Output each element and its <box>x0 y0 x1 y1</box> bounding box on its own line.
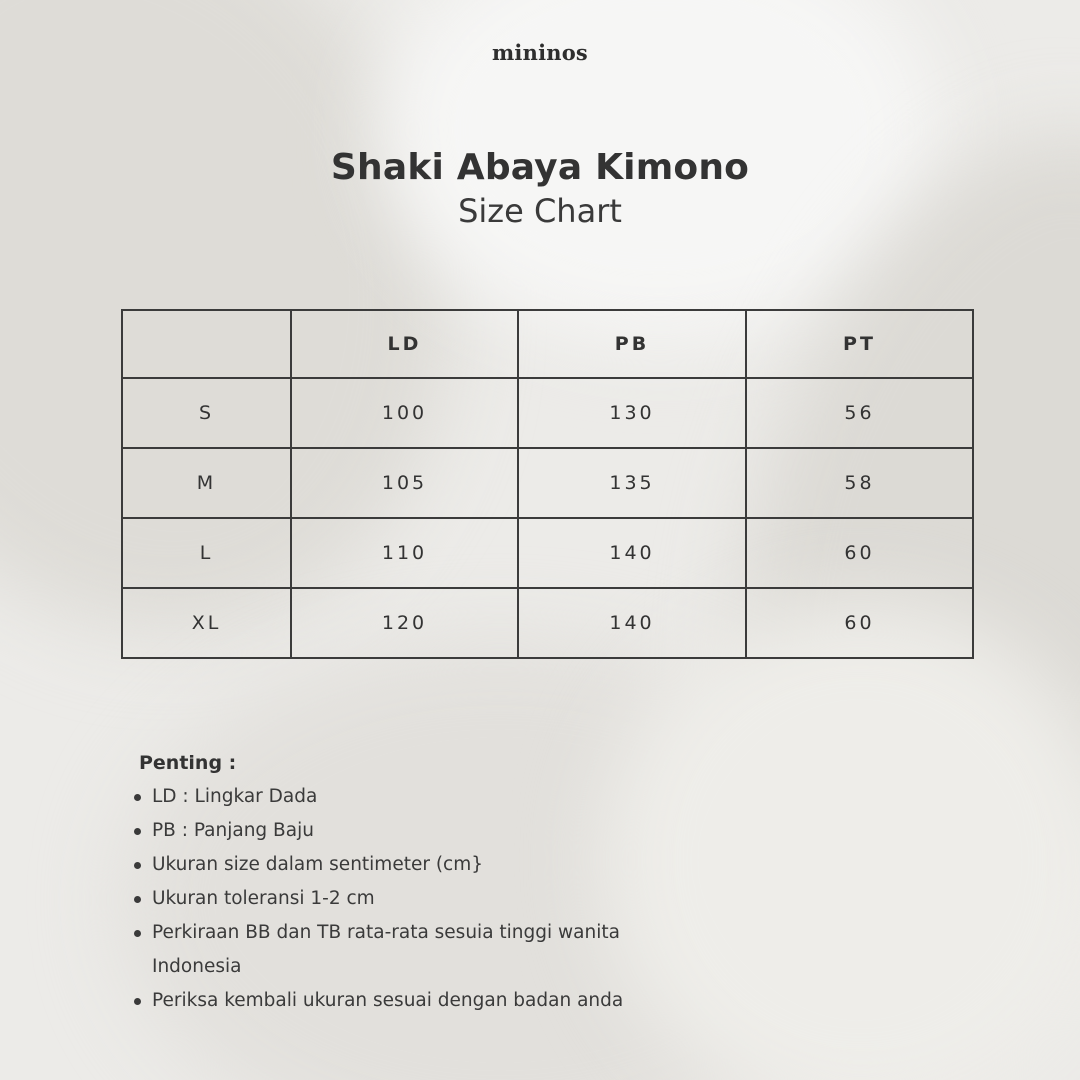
list-item: LD : Lingkar Dada <box>152 780 712 814</box>
list-item: Perkiraan BB dan TB rata-rata sesuia tinggi wanita Indonesia <box>152 916 712 984</box>
size-cell: L <box>122 518 291 588</box>
pt-cell: 58 <box>746 448 973 518</box>
list-item: Ukuran toleransi 1-2 cm <box>152 882 712 916</box>
header-cell-ld: LD <box>291 310 518 378</box>
pb-cell: 140 <box>518 588 746 658</box>
list-item: Periksa kembali ukuran sesuai dengan badan anda <box>152 984 712 1018</box>
ld-cell: 105 <box>291 448 518 518</box>
ld-cell: 120 <box>291 588 518 658</box>
size-cell: XL <box>122 588 291 658</box>
ld-cell: 110 <box>291 518 518 588</box>
pb-cell: 140 <box>518 518 746 588</box>
table-row <box>122 448 973 518</box>
size-cell: S <box>122 378 291 448</box>
notes-list <box>152 780 712 1018</box>
pb-cell: 130 <box>518 378 746 448</box>
list-item: PB : Panjang Baju <box>152 814 712 848</box>
pt-cell: 60 <box>746 518 973 588</box>
table-row <box>122 378 973 448</box>
header-cell-empty <box>122 310 291 378</box>
notes-title: Penting : <box>139 752 237 774</box>
ld-cell: 100 <box>291 378 518 448</box>
brand-logo: mininos <box>492 40 588 65</box>
size-cell: M <box>122 448 291 518</box>
pt-cell: 60 <box>746 588 973 658</box>
pt-cell: 56 <box>746 378 973 448</box>
size-table <box>121 309 974 659</box>
page-title: Shaki Abaya Kimono <box>330 147 750 188</box>
list-item: Ukuran size dalam sentimeter (cm} <box>152 848 712 882</box>
table-row <box>122 588 973 658</box>
pb-cell: 135 <box>518 448 746 518</box>
table-header-row <box>122 310 973 378</box>
table-row <box>122 518 973 588</box>
page-subtitle: Size Chart <box>458 192 622 230</box>
header-cell-pt: PT <box>746 310 973 378</box>
header-cell-pb: PB <box>518 310 746 378</box>
